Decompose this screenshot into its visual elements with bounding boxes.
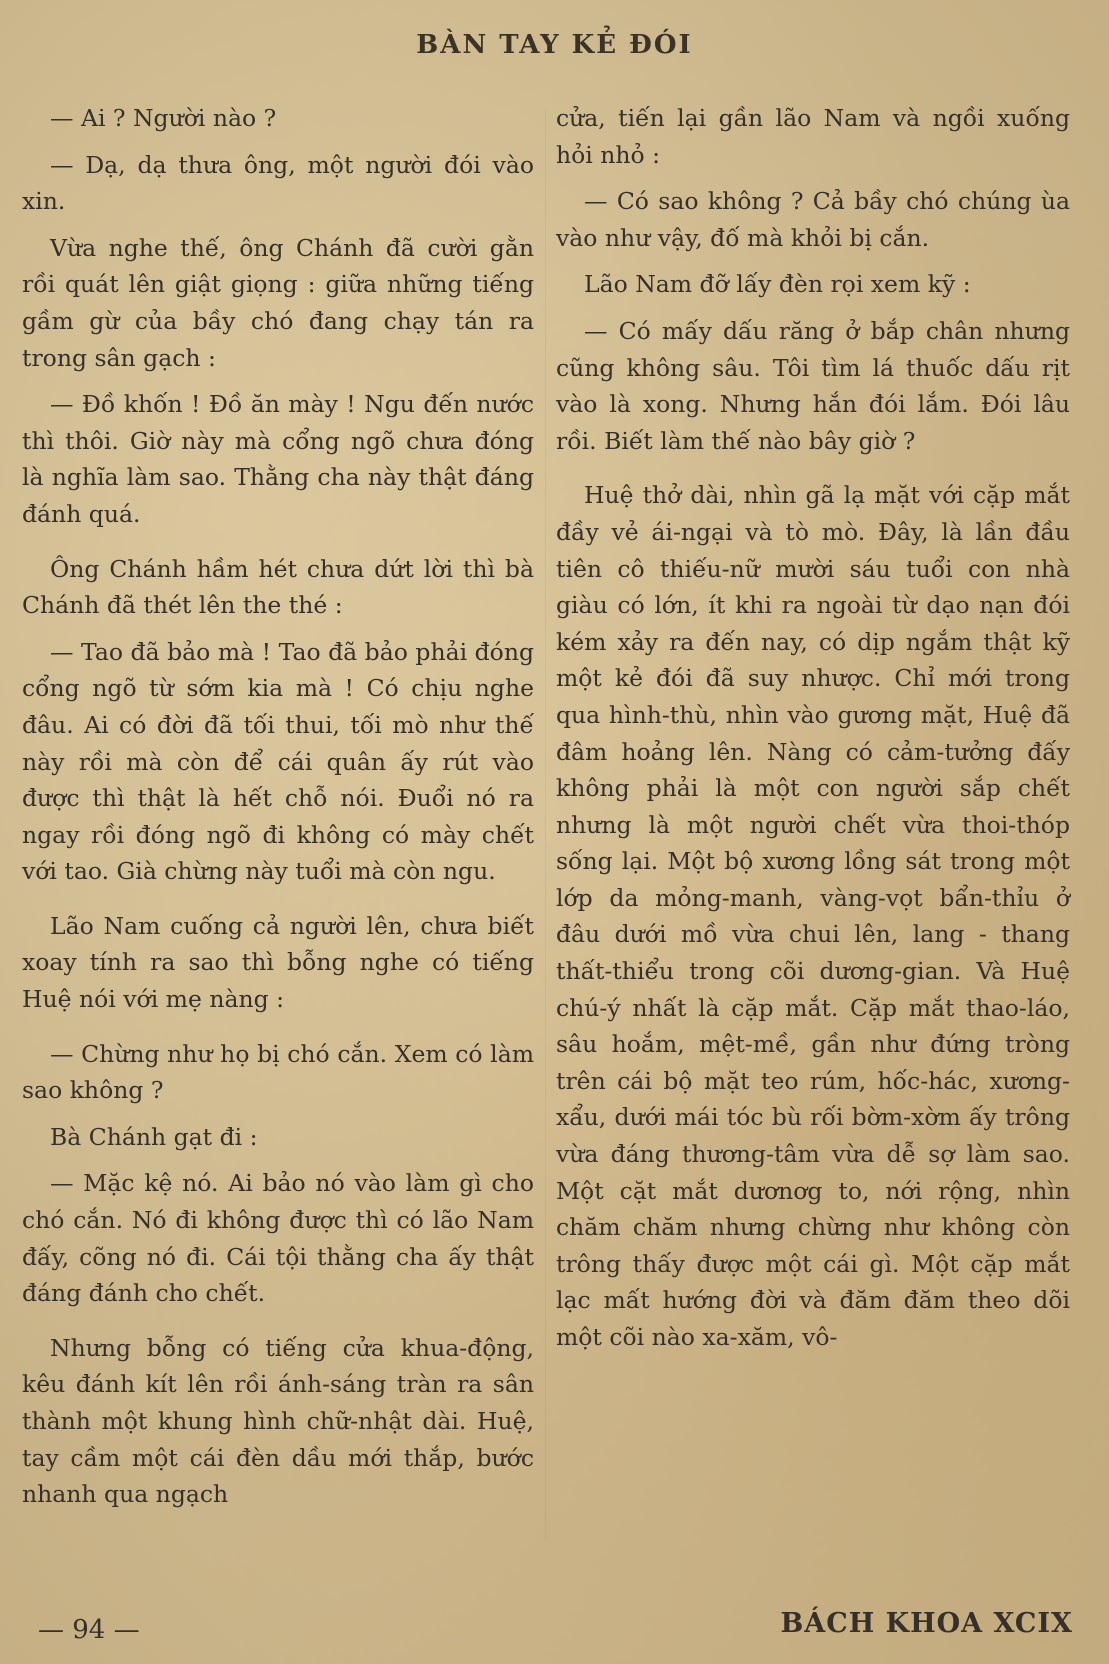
paragraph: — Dạ, dạ thưa ông, một người đói vào xin. — [22, 150, 534, 216]
paragraph: — Có mấy dấu răng ở bắp chân nhưng cũng không sâu. Tôi tìm lá thuốc dấu rịt vào là xong. Nhưng hắn đói lắm. Đói lâu rồi. Biết làm thế nào bây giờ ? — [556, 316, 1070, 455]
paragraph: Huệ thở dài, nhìn gã lạ mặt với cặp mắt đầy vẻ ái-ngại và tò mò. Đây, là lần đầu tiên cô thiếu-nữ mười sáu tuổi con nhà giàu có lớn, ít khi ra ngoài từ dạo nạn đói kém xảy ra đến nay, có dịp ngắm thật kỹ một kẻ đói đã suy nhược. Chỉ mới trong qua hình-thù, nhìn vào gương mặt, Huệ đã đâm hoảng lên. Nàng có cảm-tưởng đấy không phải là một con người sắp chết nhưng là một người chết vừa thoi-thóp sống lại. Một bộ xương lồng sát trong một lớp da mỏng-manh, vàng-vọt bẩn-thỉu ở đâu dưới mồ vừa chui lên, lang - thang thất-thiểu trong cõi dương-gian. Và Huệ chú-ý nhất là cặp mắt. Cặp mắt thao-láo, sâu hoắm, mệt-mề, gần như đứng tròng trên cái bộ mặt teo rúm, hốc-hác, xương-xẩu, dưới mái tóc bù rối bờm-xờm ấy trông vừa đáng thương-tâm vừa dễ sợ làm sao. Một cặt mắt dươnơg to, nới rộng, nhìn chăm chăm nhưng chừng như không còn trông thấy được một cái gì. Một cặp mắt lạc mất hướng đời và đăm đăm theo dõi một cõi nào xa-xăm, vô- — [556, 481, 1070, 1351]
paragraph: Vừa nghe thế, ông Chánh đã cười gằn rồi quát lên giật giọng : giữa những tiếng gầm gừ của bầy chó đang chạy tán ra trong sân gạch : — [22, 233, 534, 372]
left-column — [22, 100, 534, 1531]
paragraph: Ông Chánh hầm hét chưa dứt lời thì bà Chánh đã thét lên the thé : — [22, 554, 534, 620]
paragraph: Nhưng bỗng có tiếng cửa khua-động, kêu đánh kít lên rồi ánh-sáng tràn ra sân thành một khung hình chữ-nhật dài. Huệ, tay cầm một cái đèn dầu mới thắp, bước nhanh qua ngạch — [22, 1333, 534, 1509]
column-gutter — [545, 110, 546, 1540]
right-column — [556, 100, 1070, 1374]
paragraph: Lão Nam cuống cả người lên, chưa biết xoay tính ra sao thì bỗng nghe có tiếng Huệ nói với mẹ nàng : — [22, 911, 534, 1014]
paragraph: — Có sao không ? Cả bầy chó chúng ùa vào như vậy, đố mà khỏi bị cắn. — [556, 187, 1070, 252]
running-title: BÀN TAY KẺ ĐÓI — [416, 30, 693, 60]
paragraph: Lão Nam đỡ lấy đèn rọi xem kỹ : — [584, 270, 971, 299]
magazine-issue: BÁCH KHOA XCIX — [780, 1608, 1073, 1639]
paragraph-continued: cửa, tiến lại gần lão Nam và ngồi xuống hỏi nhỏ : — [556, 104, 1070, 169]
page-number: — 94 — — [38, 1615, 140, 1645]
paragraph: Bà Chánh gạt đi : — [50, 1122, 258, 1151]
paragraph: — Mặc kệ nó. Ai bảo nó vào làm gì cho chó cắn. Nó đi không được thì có lão Nam đấy, cõng nó đi. Cái tội thằng cha ấy thật đáng đánh cho chết. — [22, 1169, 534, 1308]
paragraph: — Tao đã bảo mà ! Tao đã bảo phải đóng cổng ngõ từ sớm kia mà ! Có chịu nghe đâu. Ai có đời đã tối thui, tối mò như thế này rồi mà còn để cái quân ấy rút vào được thì thật là hết chỗ nói. Đuổi nó ra ngay rồi đóng ngõ đi không có mày chết với tao. Già chừng này tuổi mà còn ngu. — [22, 637, 534, 886]
paragraph: — Đồ khốn ! Đồ ăn mày ! Ngu đến nước thì thôi. Giờ này mà cổng ngõ chưa đóng là nghĩa làm sao. Thằng cha này thật đáng đánh quá. — [22, 390, 534, 528]
paragraph: — Ai ? Người nào ? — [50, 104, 277, 132]
paragraph: — Chừng như họ bị chó cắn. Xem có làm sao không ? — [22, 1039, 534, 1105]
